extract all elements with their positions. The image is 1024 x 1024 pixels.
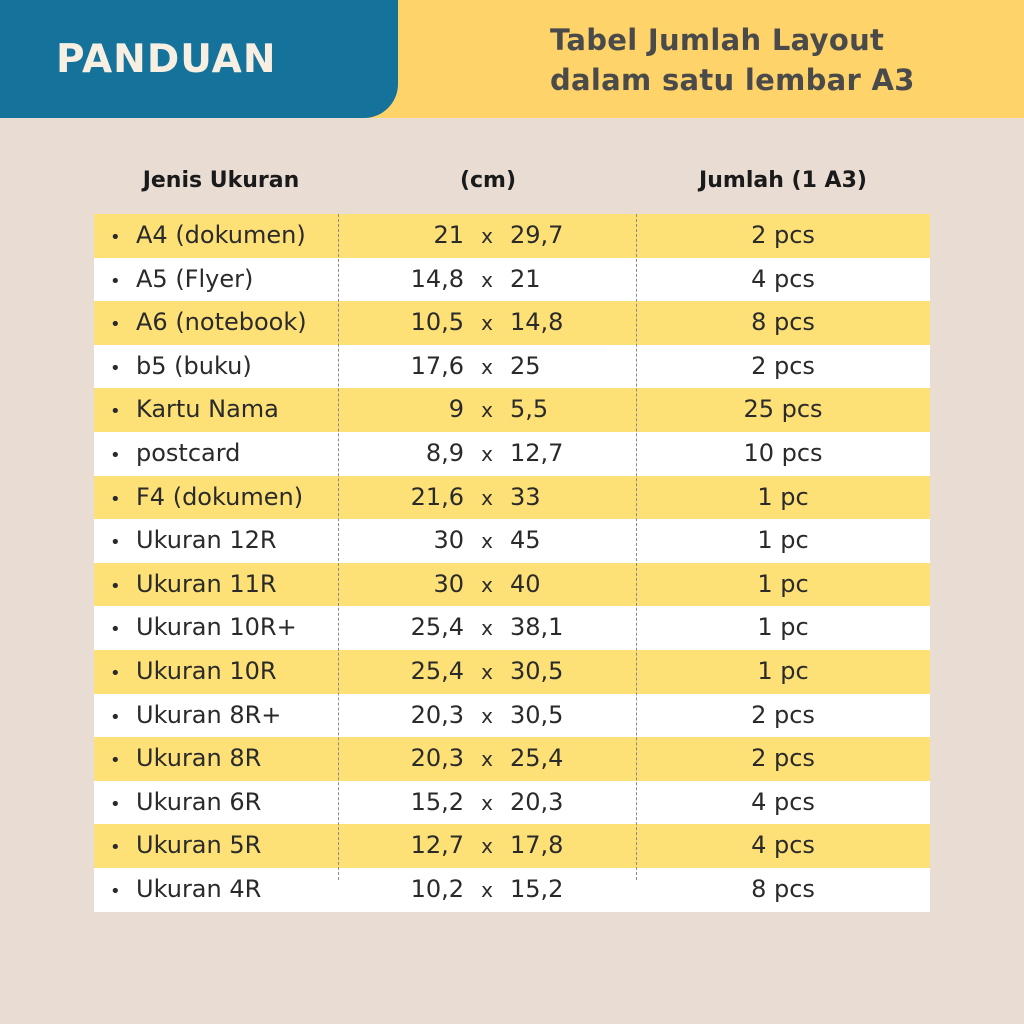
times-sign: x [481, 834, 493, 859]
size-name-cell [110, 606, 338, 650]
table-row [94, 519, 930, 563]
column-header-size-type: Jenis Ukuran [142, 168, 300, 193]
dimensions-cell [338, 824, 636, 868]
column-header-quantity: Jumlah (1 A3) [699, 168, 867, 193]
dimension-width: 10,2 [410, 874, 464, 903]
quantity-cell: 1 pc [757, 613, 809, 642]
table-row [94, 737, 930, 781]
table-row [94, 650, 930, 694]
dimensions-cell [338, 606, 636, 650]
size-name: postcard [136, 438, 241, 467]
bullet-icon: • [110, 793, 121, 815]
dimension-height: 45 [510, 526, 541, 555]
dimension-height: 20,3 [510, 787, 564, 816]
times-sign: x [481, 441, 493, 466]
size-name: Ukuran 6R [136, 787, 262, 816]
times-sign: x [481, 659, 493, 684]
size-name: Ukuran 8R+ [136, 700, 282, 729]
dimensions-cell [338, 694, 636, 738]
table-row [94, 214, 930, 258]
table-row [94, 694, 930, 738]
quantity-cell: 4 pcs [751, 787, 815, 816]
times-sign: x [481, 224, 493, 248]
dimensions-cell [338, 214, 636, 258]
dimension-width: 25,4 [410, 613, 464, 642]
page-title-line-2: dalam satu lembar A3 [550, 63, 915, 97]
size-name: F4 (dokumen) [136, 482, 304, 511]
column-divider [338, 214, 339, 880]
quantity-cell: 1 pc [757, 482, 809, 511]
dimension-width: 20,3 [410, 744, 464, 773]
size-name: b5 (buku) [136, 351, 252, 380]
size-name: Ukuran 11R [136, 569, 277, 598]
dimensions-cell [338, 781, 636, 825]
bullet-icon: • [110, 575, 121, 597]
guide-tab-label: PANDUAN [56, 36, 277, 82]
times-sign: x [481, 529, 493, 554]
page-title [550, 20, 1010, 100]
quantity-cell: 2 pcs [751, 744, 815, 773]
bullet-icon: • [110, 750, 121, 772]
times-sign: x [481, 311, 493, 336]
bullet-icon: • [110, 227, 121, 248]
size-name-cell [110, 214, 338, 258]
times-sign: x [481, 790, 493, 815]
header-banner [0, 0, 1024, 118]
size-name-cell [110, 824, 338, 868]
quantity-cell: 4 pcs [751, 831, 815, 860]
size-name: A5 (Flyer) [136, 264, 254, 293]
bullet-icon: • [110, 619, 121, 641]
times-sign: x [481, 485, 493, 510]
table-row [94, 868, 930, 912]
bullet-icon: • [110, 662, 121, 684]
quantity-cell: 10 pcs [743, 438, 823, 467]
dimension-width: 15,2 [410, 787, 464, 816]
column-divider [636, 214, 637, 880]
dimension-height: 29,7 [510, 221, 564, 249]
dimension-width: 21 [433, 221, 464, 249]
size-name-cell [110, 388, 338, 432]
bullet-icon: • [110, 532, 121, 554]
dimensions-cell [338, 476, 636, 520]
dimensions-cell [338, 737, 636, 781]
dimensions-cell [338, 345, 636, 389]
size-name: Ukuran 10R [136, 656, 277, 685]
dimensions-cell [338, 432, 636, 476]
bullet-icon: • [110, 314, 121, 336]
dimension-height: 17,8 [510, 831, 564, 860]
dimensions-cell [338, 258, 636, 302]
dimensions-cell [338, 868, 636, 912]
size-name: Ukuran 10R+ [136, 613, 297, 642]
times-sign: x [481, 572, 493, 597]
dimensions-cell [338, 650, 636, 694]
quantity-cell: 2 pcs [751, 700, 815, 729]
bullet-icon: • [110, 706, 121, 728]
dimension-width: 30 [433, 526, 464, 555]
dimension-height: 14,8 [510, 308, 564, 337]
size-name-cell [110, 432, 338, 476]
dimension-height: 25 [510, 351, 541, 380]
size-name: A6 (notebook) [136, 308, 307, 337]
dimension-width: 25,4 [410, 656, 464, 685]
dimension-height: 40 [510, 569, 541, 598]
dimension-height: 30,5 [510, 700, 564, 729]
dimension-width: 17,6 [410, 351, 464, 380]
times-sign: x [481, 616, 493, 641]
table-row [94, 388, 930, 432]
table-row [94, 345, 930, 389]
table-header [94, 160, 930, 202]
dimension-width: 9 [448, 395, 464, 424]
dimensions-cell [338, 519, 636, 563]
dimension-width: 14,8 [410, 264, 464, 293]
size-name-cell [110, 563, 338, 607]
quantity-cell: 8 pcs [751, 308, 815, 337]
size-name-cell [110, 301, 338, 345]
quantity-cell: 1 pc [757, 569, 809, 598]
table-row [94, 476, 930, 520]
quantity-cell: 25 pcs [743, 395, 823, 424]
dimension-width: 30 [433, 569, 464, 598]
table-row [94, 301, 930, 345]
column-header-dimensions: (cm) [459, 168, 517, 193]
size-name: Ukuran 8R [136, 744, 262, 773]
dimensions-cell [338, 563, 636, 607]
quantity-cell: 2 pcs [751, 221, 815, 249]
dimension-width: 8,9 [425, 438, 464, 467]
page-title-line-1: Tabel Jumlah Layout [550, 23, 885, 57]
dimension-width: 10,5 [410, 308, 464, 337]
table-row [94, 606, 930, 650]
times-sign: x [481, 354, 493, 379]
size-name: Ukuran 4R [136, 874, 262, 903]
table-row [94, 824, 930, 868]
dimension-height: 38,1 [510, 613, 564, 642]
bullet-icon: • [110, 357, 121, 379]
size-name-cell [110, 737, 338, 781]
layout-table [94, 214, 930, 912]
bullet-icon: • [110, 880, 121, 902]
size-name-cell [110, 868, 338, 912]
size-name: Ukuran 12R [136, 526, 277, 555]
size-name-cell [110, 519, 338, 563]
guide-tab [0, 0, 398, 118]
dimension-height: 15,2 [510, 874, 564, 903]
quantity-cell: 1 pc [757, 526, 809, 555]
quantity-cell: 8 pcs [751, 874, 815, 903]
dimension-width: 20,3 [410, 700, 464, 729]
table-row [94, 432, 930, 476]
size-name-cell [110, 476, 338, 520]
size-name: Kartu Nama [136, 395, 279, 424]
quantity-cell: 4 pcs [751, 264, 815, 293]
dimension-height: 12,7 [510, 438, 564, 467]
size-name-cell [110, 258, 338, 302]
dimension-width: 21,6 [410, 482, 464, 511]
times-sign: x [481, 747, 493, 772]
bullet-icon: • [110, 488, 121, 510]
table-row [94, 781, 930, 825]
size-name-cell [110, 345, 338, 389]
times-sign: x [481, 703, 493, 728]
bullet-icon: • [110, 401, 121, 423]
size-name-cell [110, 694, 338, 738]
size-name: Ukuran 5R [136, 831, 262, 860]
size-name: A4 (dokumen) [136, 221, 306, 249]
size-name-cell [110, 781, 338, 825]
table-row [94, 563, 930, 607]
dimensions-cell [338, 301, 636, 345]
quantity-cell: 2 pcs [751, 351, 815, 380]
dimension-height: 33 [510, 482, 541, 511]
bullet-icon: • [110, 270, 121, 292]
dimension-width: 12,7 [410, 831, 464, 860]
dimensions-cell [338, 388, 636, 432]
dimension-height: 5,5 [510, 395, 549, 424]
dimension-height: 30,5 [510, 656, 564, 685]
bullet-icon: • [110, 837, 121, 859]
quantity-cell: 1 pc [757, 656, 809, 685]
dimension-height: 25,4 [510, 744, 564, 773]
table-row [94, 258, 930, 302]
times-sign: x [481, 267, 493, 292]
times-sign: x [481, 877, 493, 902]
size-name-cell [110, 650, 338, 694]
times-sign: x [481, 398, 493, 423]
bullet-icon: • [110, 444, 121, 466]
dimension-height: 21 [510, 264, 541, 293]
